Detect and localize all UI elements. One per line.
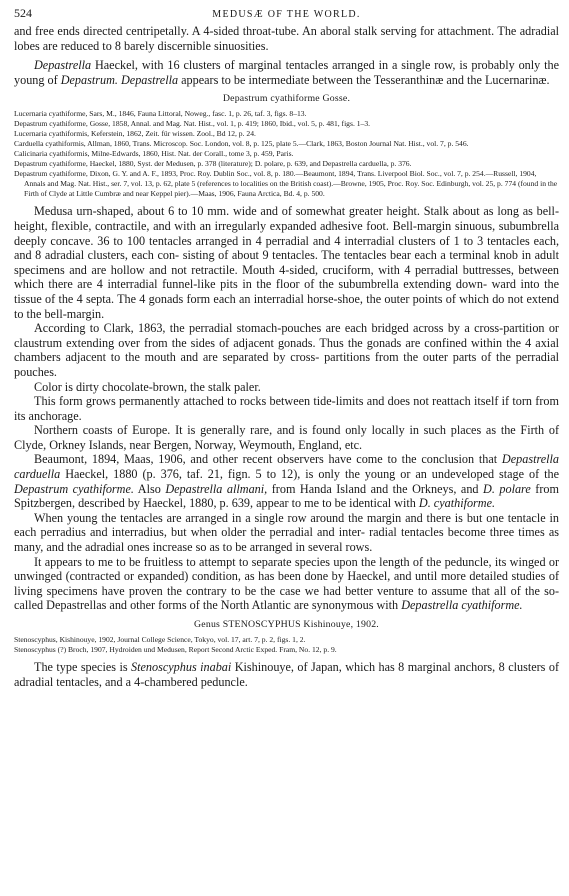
synonymy-entry: Lucernaria cyathiformis, Keferstein, 1862, Zeit. für wissen. Zool., Bd 12, p. 24. xyxy=(14,129,256,139)
para-description: Medusa urn-shaped, about 6 to 10 mm. wide and of somewhat greater height. Stalk about as long as bell-height, flexible, contractile, and with an irregularly expanded adhesive foot. Bell-margin sinuous, subumbrella deeply concave. 36 to 100 tentacles arranged in 4 perradial and 4 interradial clusters of 1 to 3 tentacles each, and 8 adradial clusters, each con- sisting of about 9 tentacles. The tentacles bear each a terminal knob in adult specimens and are hollow and not retractile. Mouth 4-sided, cruciform, with 4 perradial buttresses, between which there are 4 interradial funnel-like pits in the floor of the subumbrella extending down- ward into the tissue of the 4 septa. The 4 gonads form each an interradial horse-shoe, the outer points of which do not extend to the bell-margin. xyxy=(14,204,560,321)
synonymy-entry: Depastrum cyathiforme, Dixon, G. Y. and A. F., 1893, Proc. Roy. Dublin Soc., vol. 8, p. 180.—Beaumont, 1894, Trans. Liverpool Biol. Soc., vol. 7, p. 254.—Russell, 1904, Annals and Mag. Nat. Hist., ser. 7, vol. 13, p. 62, plate 5 (references to localities on the British coast).—Browne, 1905, Proc. Roy. Soc. Edinburgh, vol. 25, p. 774 (found in the Firth of Clyde at Little Cumbræ and near Keppel pier).—Maas, 1906, Fauna Arctica, Bd. 4, p. 500. xyxy=(14,169,558,199)
page-number: 524 xyxy=(14,6,32,20)
synonymy-list xyxy=(14,109,559,199)
para-intro: and free ends directed centripetally. A 4-sided throat-tube. An aboral stalk serving for attachment. The adradial lobes are reduced to 8 barely discernible sinuosities. xyxy=(14,24,560,53)
para-fruitless: It appears to me to be fruitless to attempt to separate species upon the length of the peduncle, its winged or unwinged (contracted or expanded) condition, as has been done by Haeckel, and until more detailed studies of living specimens have proven the contrary to be the case we had better venture to assume that all of the so-called Depastrellas and other forms of the North Atlantic are synonymous with Depastrella cyathiforme. xyxy=(14,554,560,613)
synonymy-entry: Depastrum cyathiforme, Gosse, 1858, Annal. and Mag. Nat. Hist., vol. 1, p. 419; 1860, Ibid., vol. 5, p. 481, figs. 1–3. xyxy=(14,119,371,129)
synonymy-entry: Carduella cyathiformis, Allman, 1860, Trans. Microscop. Soc. London, vol. 8, p. 125, plate 5.—Clark, 1863, Boston Journal Nat. Hist., vol. 7, p. 546. xyxy=(14,139,469,149)
para-form: This form grows permanently attached to rocks between tide-limits and does not reattach itself if torn from its anchorage. xyxy=(14,394,560,423)
page-header xyxy=(14,6,559,24)
para-beaumont: Beaumont, 1894, Maas, 1906, and other recent observers have come to the conclusion that Depastrella carduella Haeckel, 1880 (p. 376, taf. 21, fign. 5 to 12), is only the young or an undeveloped stage of the Depastrum cyathiforme. Also Depastrella allmani, from Handa Island and the Orkneys, and D. polare from Spitzbergen, described by Haeckel, 1880, p. 639, appear to me to be identical with D. cyathiforme. xyxy=(14,452,560,511)
species-heading: Depastrum cyathiforme Gosse. xyxy=(222,93,351,105)
synonymy-entry: Calicinaria cyathiformis, Milne-Edwards, 1860, Hist. Nat. der Corall., tome 3, p. 459, Paris. xyxy=(14,149,294,159)
type-species-text xyxy=(14,660,559,689)
synonymy-entry: Stenoscyphus (?) Broch, 1907, Hydroiden und Medusen, Report Second Arctic Exped. Fram, No. 12, p. 9. xyxy=(14,645,337,654)
para-color: Color is dirty chocolate-brown, the stalk paler. xyxy=(34,379,261,394)
para-depastrella: Depastrella Haeckel, with 16 clusters of marginal tentacles arranged in a single row, is probably only the young of Depastrum. Depastrella appears to be intermediate between the Tesseranthinæ and the Lucernarinæ. xyxy=(14,58,560,87)
synonymy-entry: Depastrum cyathiforme, Haeckel, 1880, Syst. der Medusen, p. 378 (literature); D. polare, p. 639, and Depastrella carduella, p. 376. xyxy=(14,159,412,169)
description-text xyxy=(14,204,559,613)
synonymy-entry: Stenoscyphus, Kishinouye, 1902, Journal College Science, Tokyo, vol. 17, art. 7, p. 2, figs. 1, 2. xyxy=(14,635,306,644)
synonymy-entry: Lucernaria cyathiforme, Sars, M., 1846, Fauna Littoral, Noweg., fasc. 1, p. 26, taf. 3, figs. 8–13. xyxy=(14,109,307,119)
para-clark: According to Clark, 1863, the perradial stomach-pouches are each bridged across by a cross-partition or claustrum extending over from the sides of adjacent gonads. Thus the gonads are confined within the 4 axial chambers adjacent to the mouth and are separated by cross- partitions from the outer parts of the perradial pouches. xyxy=(14,321,560,379)
genus-synonymy-list xyxy=(14,635,559,655)
running-title: MEDUSÆ OF THE WORLD. xyxy=(212,9,361,20)
para-coasts: Northern coasts of Europe. It is generally rare, and is found only locally in such places as the Firth of Clyde, Orkney Islands, near Bergen, Norway, Weymouth, England, etc. xyxy=(14,423,560,452)
genus-heading: Genus STENOSCYPHUS Kishinouye, 1902. xyxy=(194,619,379,630)
para-young: When young the tentacles are arranged in a single row around the margin and there is but one tentacle in each perradius and interradius, but when older the perradial and inter- radial tentacles become three times as many, and the adradial ones increase so as to be arranged in several rows. xyxy=(14,510,560,555)
main-text xyxy=(14,24,559,87)
para-type-species: The type species is Stenoscyphus inabai Kishinouye, of Japan, which has 8 marginal anchors, 8 clusters of adradial tentacles, and a 4-chambered peduncle. xyxy=(14,660,560,689)
